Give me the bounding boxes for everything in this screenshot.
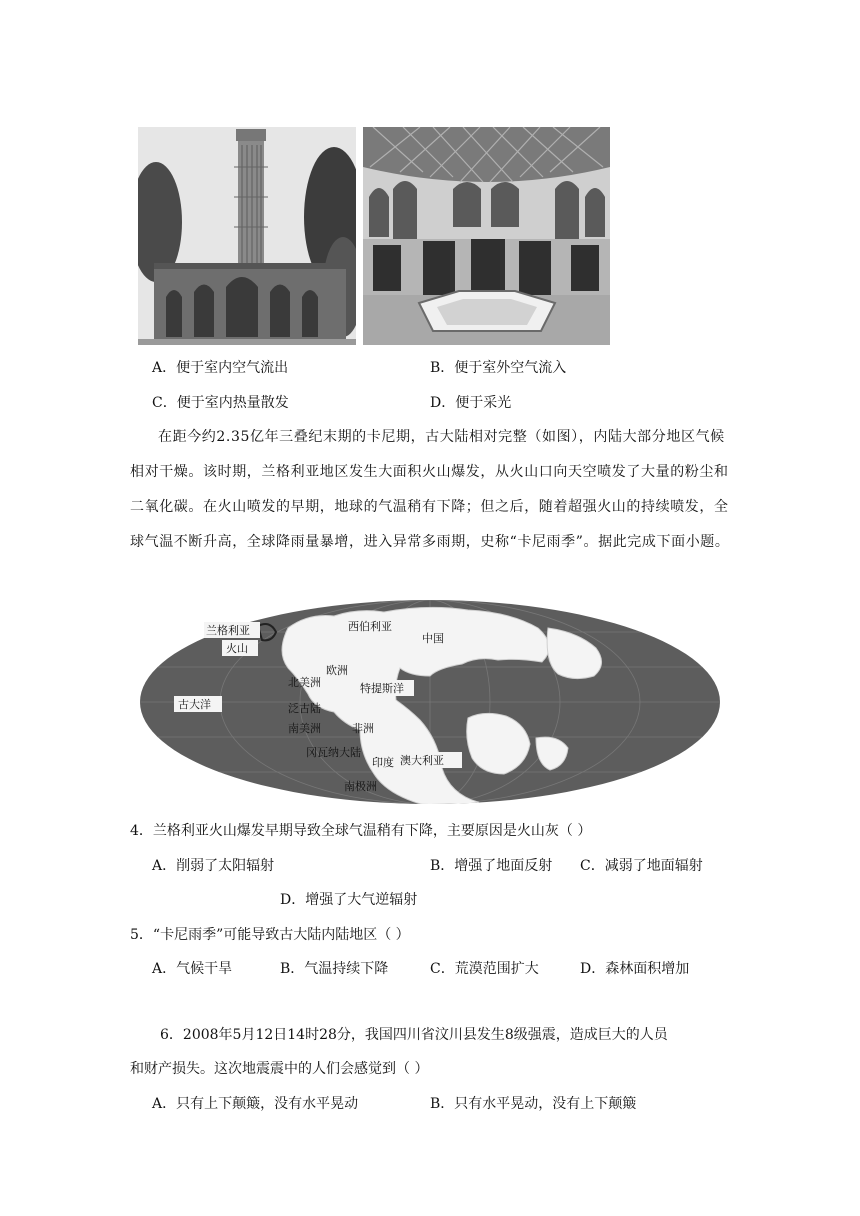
- q5-option-d: D．森林面积增加: [580, 961, 690, 977]
- q5-option-b: B．气温持续下降: [280, 961, 389, 977]
- q4-option-b: B．增强了地面反射: [430, 858, 553, 874]
- label-europe: 欧洲: [326, 664, 348, 677]
- label-siberia: 西伯利亚: [348, 620, 392, 633]
- prev-option-c: C．便于室内热量散发: [152, 395, 289, 411]
- label-volcano: 火山: [226, 642, 248, 655]
- q4-option-d: D．增强了大气逆辐射: [280, 892, 418, 908]
- windcatcher-interior-photo: [363, 127, 610, 345]
- q6-option-a: A．只有上下颠簸，没有水平晃动: [152, 1096, 359, 1112]
- label-pangaea: 泛古陆: [288, 702, 321, 715]
- q5-stem: 5．“卡尼雨季”可能导致古大陆内陆地区（ ）: [130, 927, 410, 943]
- pangaea-map: [138, 598, 722, 806]
- q4-stem: 4．兰格利亚火山爆发早期导致全球气温稍有下降，主要原因是火山灰（ ）: [130, 823, 592, 839]
- label-india: 印度: [372, 756, 394, 769]
- q5-option-a: A．气候干旱: [152, 961, 233, 977]
- label-south-america: 南美洲: [288, 722, 321, 735]
- q4-option-c: C．减弱了地面辐射: [580, 858, 703, 874]
- label-africa: 非洲: [352, 722, 374, 735]
- windcatcher-exterior-photo: [138, 127, 356, 345]
- q6-stem-line2: 和财产损失。这次地震震中的人们会感觉到（ ）: [130, 1061, 429, 1077]
- label-north-america: 北美洲: [288, 676, 321, 689]
- prev-option-a: A．便于室内空气流出: [152, 360, 289, 376]
- label-tethys: 特提斯洋: [360, 682, 404, 695]
- prev-option-d: D．便于采光: [430, 395, 512, 411]
- q5-option-c: C．荒漠范围扩大: [430, 961, 539, 977]
- label-australia: 澳大利亚: [400, 754, 444, 767]
- label-gondwana: 冈瓦纳大陆: [306, 746, 361, 759]
- q4-option-a: A．削弱了太阳辐射: [152, 858, 275, 874]
- q6-stem-line1: 6．2008年5月12日14时28分，我国四川省汶川县发生8级强震，造成巨大的人员: [160, 1027, 668, 1043]
- label-china: 中国: [422, 632, 444, 645]
- label-langeliya: 兰格利亚: [206, 624, 250, 637]
- prev-option-b: B．便于室外空气流入: [430, 360, 567, 376]
- q6-option-b: B．只有水平晃动，没有上下颠簸: [430, 1096, 637, 1112]
- label-paleo-ocean: 古大洋: [178, 698, 211, 711]
- reading-passage: 在距今约2.35亿年三叠纪末期的卡尼期，古大陆相对完整（如图），内陆大部分地区气候相对干燥。该时期，兰格利亚地区发生大面积火山爆发，从火山口向天空喷发了大量的粉尘和二氧化碳。在火山喷发的早期，地球的气温稍有下降；但之后，随着超强火山的持续喷发，全球气温不断升高，全球降雨量暴增，进入异常多雨期，史称“卡尼雨季”。据此完成下面小题。: [130, 429, 730, 550]
- label-antarctica: 南极洲: [344, 780, 377, 793]
